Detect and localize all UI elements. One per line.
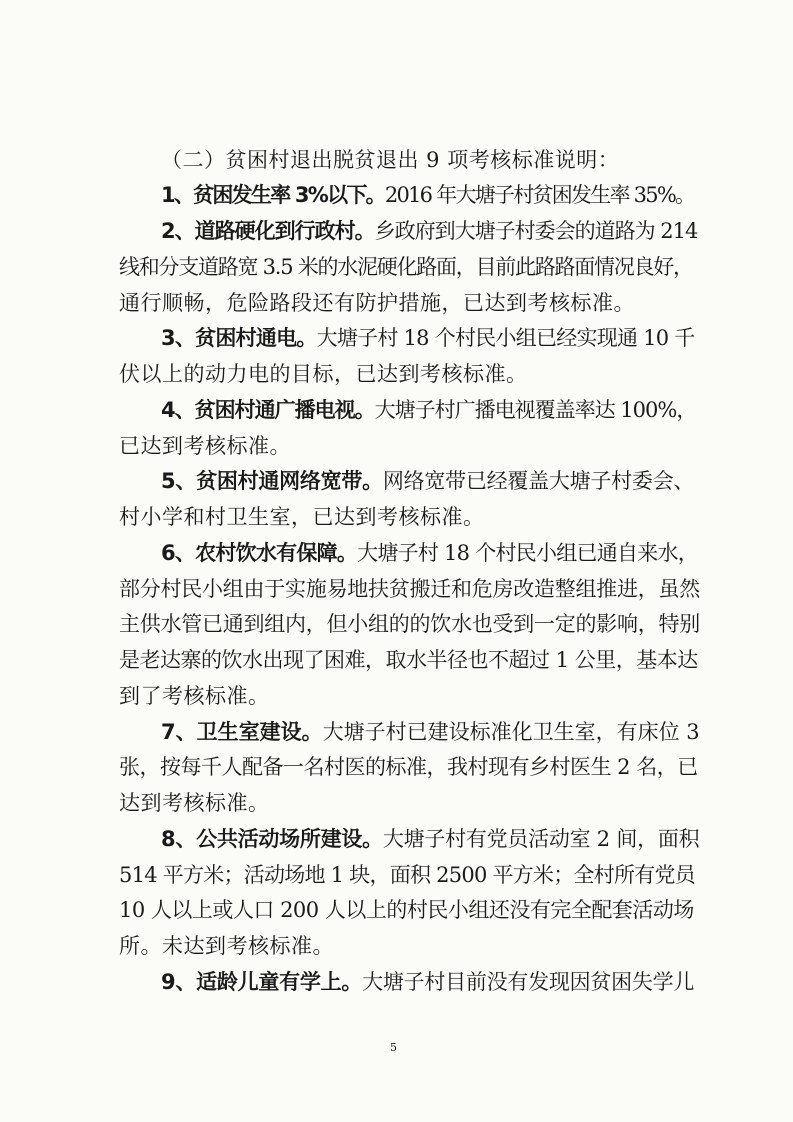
item-6-line-5: 到了考核标准。 — [119, 684, 270, 708]
item-5-text-1: 网络宽带已经覆盖大塘子村委会、 — [382, 469, 695, 493]
item-6-line-2: 部分村民小组由于实施易地扶贫搬迁和危房改造整组推进，虽然 — [119, 577, 700, 601]
item-7-line-1 — [161, 717, 700, 747]
item-5-title: 5、贫困村通网络宽带。 — [161, 469, 383, 493]
page-number: 5 — [390, 1041, 397, 1054]
item-3-title: 3、贫困村通电。 — [161, 326, 317, 350]
item-8-title: 8、公共活动场所建设。 — [161, 827, 383, 851]
item-5-line-2: 村小学和村卫生室，已达到考核标准。 — [119, 505, 485, 529]
item-7-line-3: 达到考核标准。 — [119, 791, 270, 815]
item-7-title: 7、卫生室建设。 — [161, 720, 323, 744]
item-9-line-1 — [161, 967, 694, 997]
section-heading: （二）贫困村退出脱贫退出 9 项考核标准说明： — [161, 148, 620, 172]
item-4-line-1 — [161, 395, 696, 425]
item-9-text-1: 大塘子村目前没有发现因贫困失学儿 — [362, 970, 695, 994]
item-1-line-1 — [161, 180, 694, 210]
item-2-title: 2、道路硬化到行政村。 — [161, 219, 375, 243]
item-8-line-3: 10 人以上或人口 200 人以上的村民小组还没有完全配套活动场 — [119, 898, 694, 922]
item-8-line-2: 514 平方米；活动场地 1 块，面积 2500 平方米；全村所有党员 — [119, 863, 696, 887]
item-8-line-1 — [161, 824, 699, 854]
item-4-text-1: 大塘子村广播电视覆盖率达 100%， — [374, 398, 697, 422]
item-1-title: 1、贫困发生率 3%以下。 — [161, 183, 385, 207]
item-6-title: 6、农村饮水有保障。 — [161, 541, 358, 565]
item-6-line-4: 是老达寨的饮水出现了困难，取水半径也不超过 1 公里，基本达 — [119, 648, 698, 672]
item-4-title: 4、贫困村通广播电视。 — [161, 398, 375, 422]
item-3-text-1: 大塘子村 18 个村民小组已经实现通 10 千 — [316, 326, 695, 350]
item-8-text-1: 大塘子村有党员活动室 2 间，面积 — [382, 827, 700, 851]
item-5-line-1 — [161, 466, 694, 496]
item-2-line-3: 通行顺畅，危险路段还有防护措施，已达到考核标准。 — [119, 291, 635, 315]
item-6-line-3: 主供水管已通到组内，但小组的的饮水也受到一定的影响，特别 — [119, 612, 700, 636]
item-6-text-1: 大塘子村 18 个村民小组已通自来水， — [357, 541, 698, 565]
item-2-text-1: 乡政府到大塘子村委会的道路为 214 — [374, 219, 698, 243]
item-3-line-1 — [161, 323, 695, 353]
item-9-title: 9、适龄儿童有学上。 — [161, 970, 363, 994]
item-2-line-2: 线和分支道路宽 3.5 米的水泥硬化路面，目前此路路面情况良好， — [119, 255, 693, 279]
item-7-text-1: 大塘子村已建设标准化卫生室，有床位 3 — [322, 720, 700, 744]
item-7-line-2: 张，按每千人配备一名村医的标准，我村现有乡村医生 2 名，已 — [119, 755, 698, 779]
item-3-line-2: 伏以上的动力电的目标，已达到考核标准。 — [119, 362, 528, 386]
item-1-text: 2016 年大塘子村贫困发生率 35%。 — [384, 183, 695, 207]
item-2-line-1 — [161, 216, 697, 246]
item-8-line-4: 所。未达到考核标准。 — [119, 934, 334, 958]
item-4-line-2: 已达到考核标准。 — [119, 434, 291, 458]
item-6-line-1 — [161, 538, 698, 568]
